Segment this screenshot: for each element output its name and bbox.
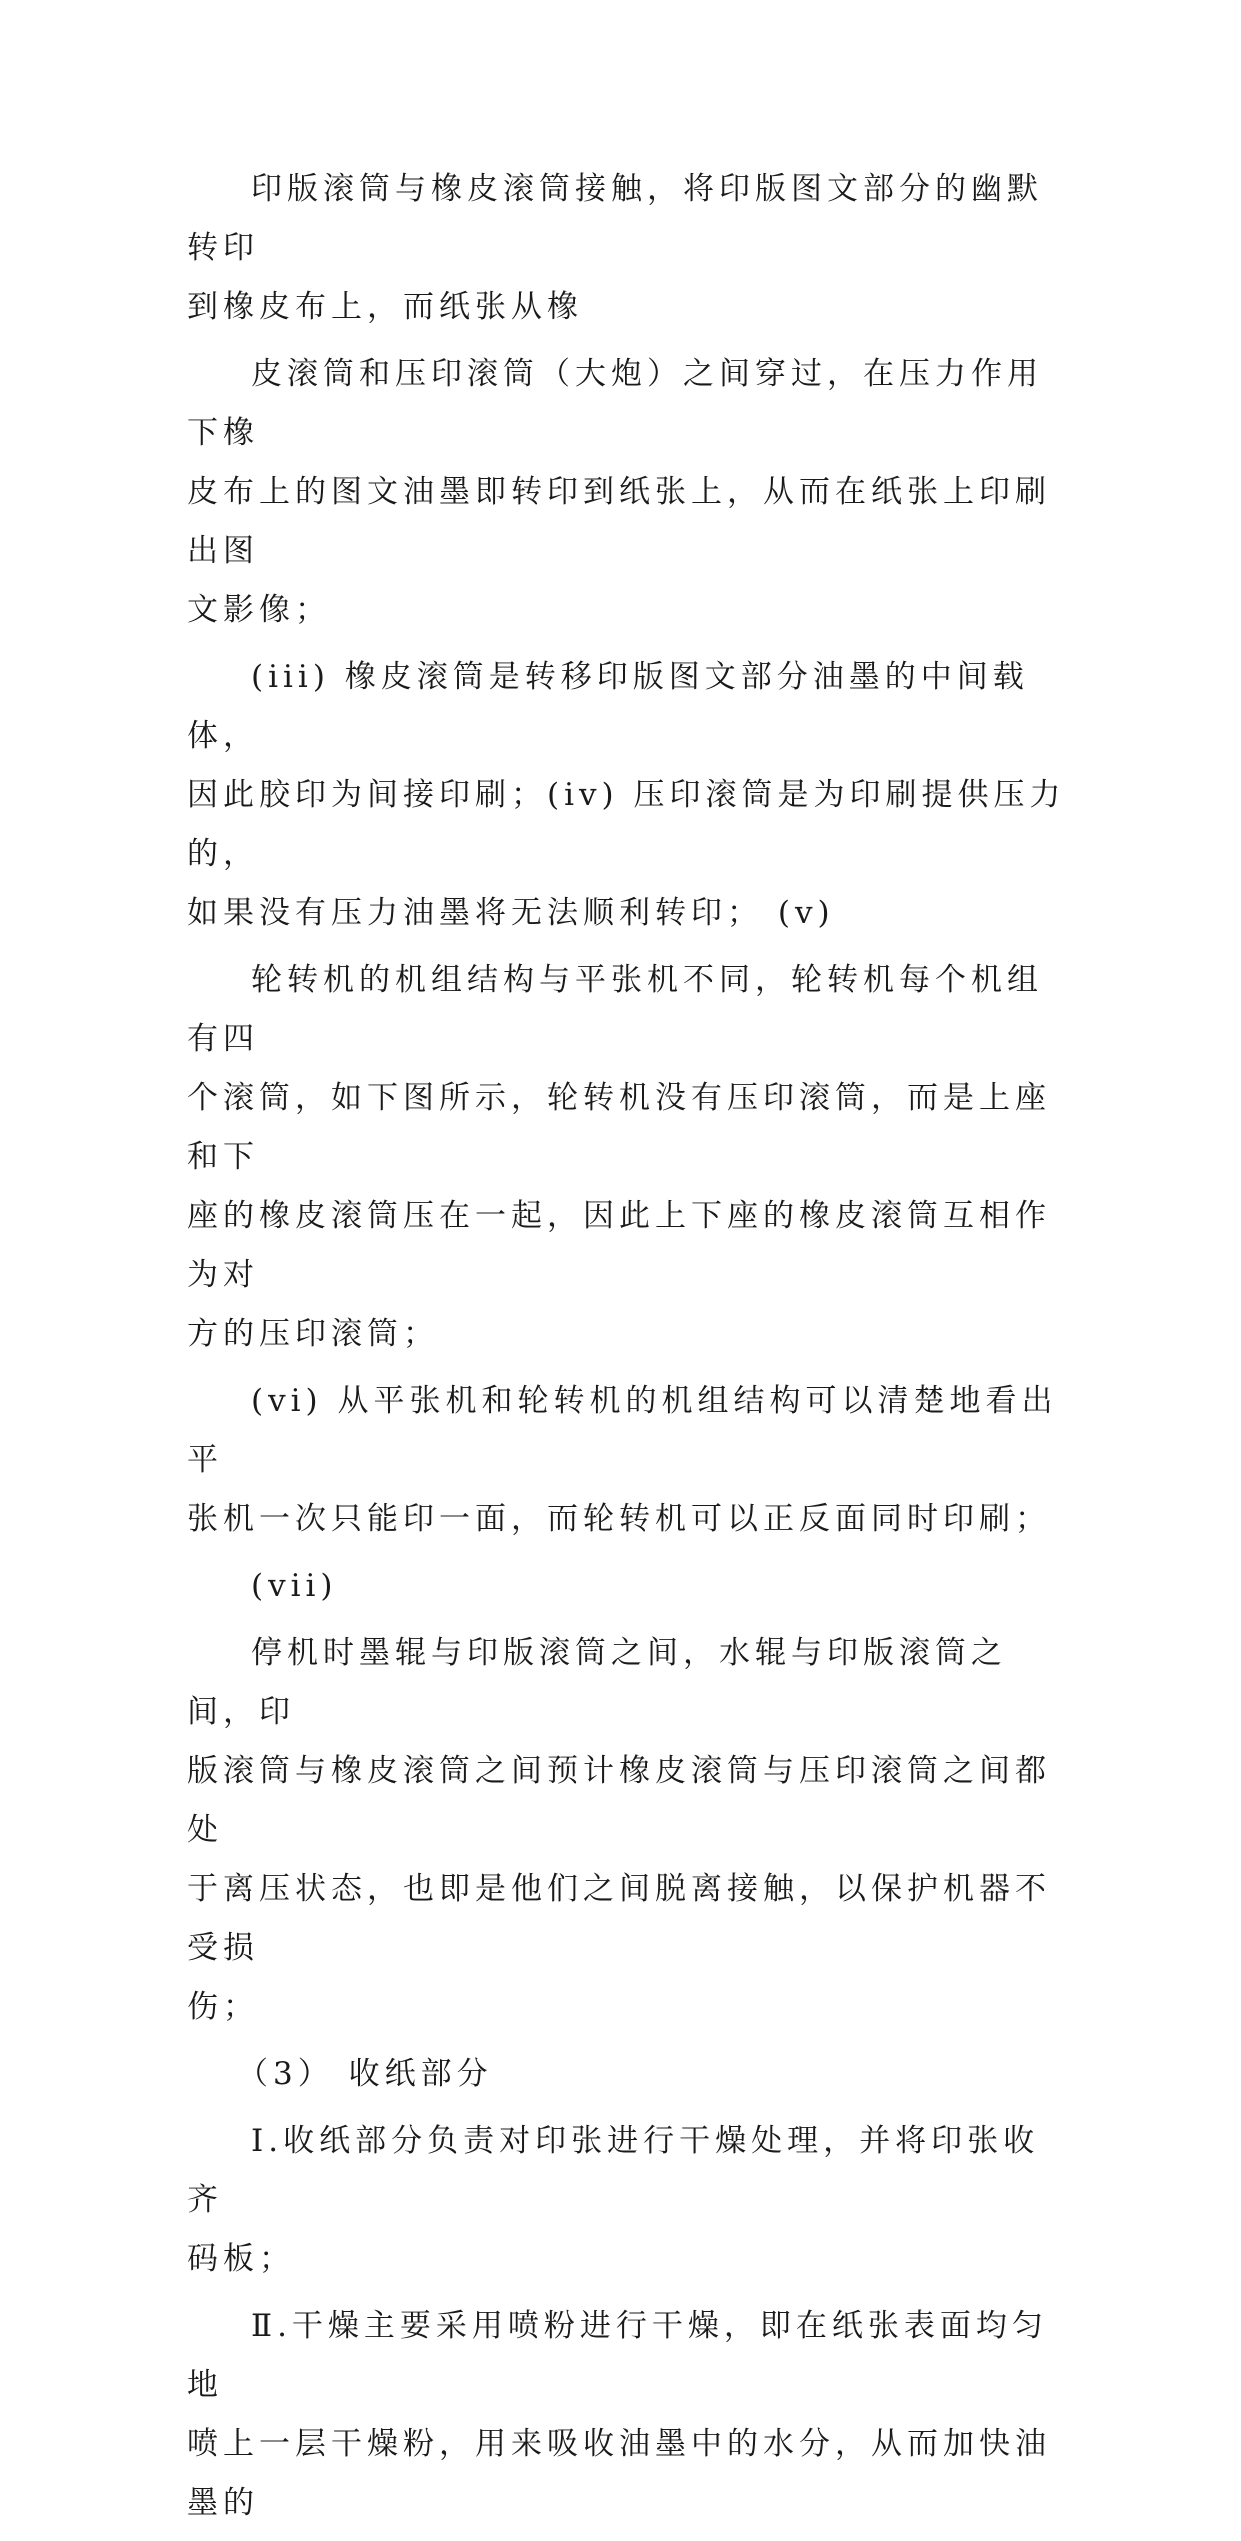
paragraph-blanket-cylinder-role: (iii) 橡皮滚筒是转移印版图文部分油墨的中间载体， 因此胶印为间接印刷；(iv) 压印滚筒是为印刷提供压力的， 如果没有压力油墨将无法顺利转印； (v) <box>187 659 1066 931</box>
paragraph-rotary-unit-structure: 轮转机的机组结构与平张机不同，轮转机每个机组有四 个滚筒，如下图所示，轮转机没有压印滚筒，而是上座和下 座的橡皮滚筒压在一起，因此上下座的橡皮滚筒互相作为对 方的压印滚筒； <box>187 962 1051 1352</box>
paragraph-plate-blanket-contact: 印版滚筒与橡皮滚筒接触，将印版图文部分的幽默转印 到橡皮布上，而纸张从橡 <box>187 171 1043 325</box>
section-heading-delivery: （3） 收纸部分 <box>237 2056 493 2092</box>
document-body <box>187 160 1067 2541</box>
paragraph-item-vii: (vii) <box>251 1568 338 1604</box>
paragraph-shutdown-state: 停机时墨辊与印版滚筒之间，水辊与印版滚筒之间，印 版滚筒与橡皮滚筒之间预计橡皮滚筒与压印滚筒之间都处 于离压状态，也即是他们之间脱离接触，以保护机器不受损 伤； <box>187 1635 1051 2025</box>
paragraph-delivery-drying: Ⅰ.收纸部分负责对印张进行干燥处理，并将印张收齐 码板； <box>187 2123 1040 2277</box>
paragraph-spray-powder: Ⅱ.干燥主要采用喷粉进行干燥，即在纸张表面均匀地 喷上一层干燥粉，用来吸收油墨中的水分，从而加快油墨的 <box>187 2308 1051 2521</box>
paragraph-blanket-impression-transfer: 皮滚筒和压印滚筒（大炮）之间穿过，在压力作用下橡 皮布上的图文油墨即转印到纸张上，从而在纸张上印刷出图 文影像； <box>187 356 1051 628</box>
paragraph-sheet-vs-rotary: (vi) 从平张机和轮转机的机组结构可以清楚地看出平 张机一次只能印一面，而轮转机可以正反面同时印刷； <box>187 1383 1058 1537</box>
